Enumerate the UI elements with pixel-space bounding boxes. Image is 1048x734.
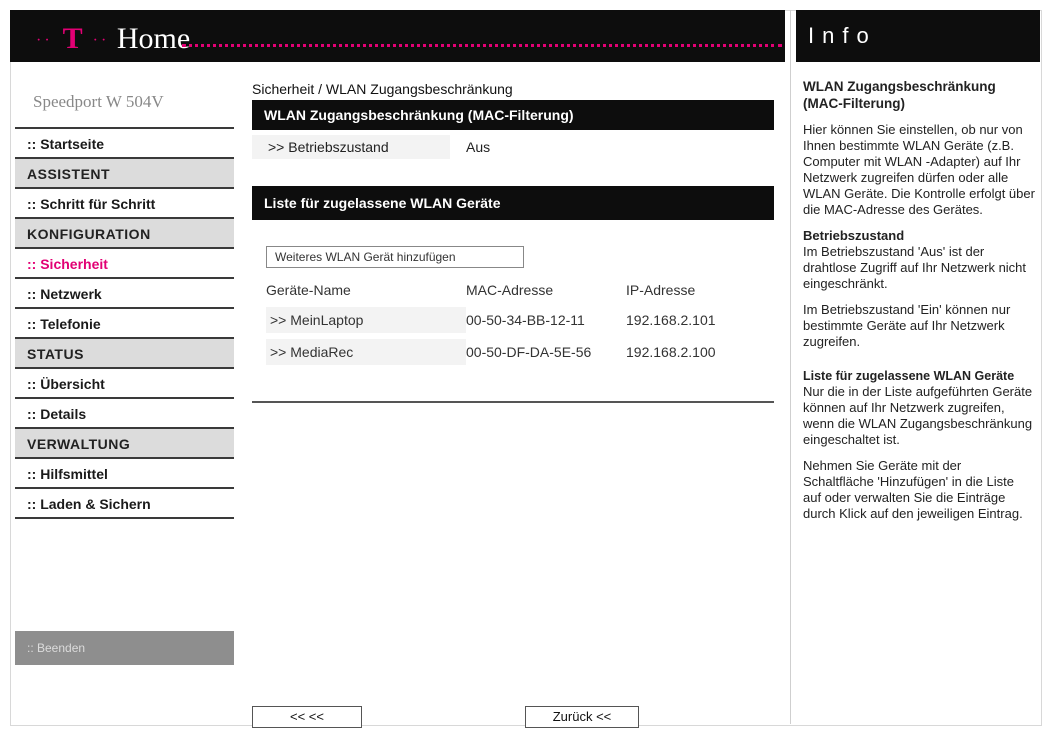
sidebar-item-schritt-für-schritt[interactable]: :: Schritt für Schritt — [15, 189, 234, 219]
content-divider — [252, 401, 774, 403]
sidebar-nav — [15, 127, 234, 519]
table-header — [266, 276, 766, 304]
column-header: MAC-Adresse — [466, 282, 554, 298]
brand[interactable] — [36, 22, 190, 56]
info-panel — [803, 78, 1035, 532]
back-button[interactable]: Zurück << — [525, 706, 639, 728]
device-ip: 192.168.2.101 — [626, 312, 716, 328]
device-mac: 00-50-DF-DA-5E-56 — [466, 344, 592, 360]
column-header: Geräte-Name — [266, 282, 351, 298]
breadcrumb: Sicherheit / WLAN Zugangsbeschränkung — [252, 81, 513, 97]
sidebar-section-assistent: ASSISTENT — [15, 159, 234, 189]
table-row[interactable] — [266, 336, 766, 368]
status-label[interactable]: >> Betriebszustand — [252, 135, 450, 159]
info-paragraph: Im Betriebszustand 'Aus' ist der drahtlose Zugriff auf Ihr Netzwerk nicht eingeschränkt. — [803, 244, 1027, 291]
info-header: Info — [796, 10, 1040, 62]
device-mac: 00-50-34-BB-12-11 — [466, 312, 585, 328]
sidebar-item-laden-sichern[interactable]: :: Laden & Sichern — [15, 489, 234, 519]
info-list-heading: Liste für zugelassene WLAN Geräte — [803, 369, 1015, 383]
device-name[interactable]: >> MeinLaptop — [266, 307, 466, 333]
table-row[interactable] — [266, 304, 766, 336]
sidebar-item-hilfsmittel[interactable]: :: Hilfsmittel — [15, 459, 234, 489]
sidebar-item-telefonie[interactable]: :: Telefonie — [15, 309, 234, 339]
device-ip: 192.168.2.100 — [626, 344, 716, 360]
header-dotted-line — [182, 44, 782, 47]
device-model: Speedport W 504V — [33, 92, 164, 111]
info-paragraph: Im Betriebszustand 'Ein' können nur bestimmte Geräte auf Ihr Netzwerk zugreifen. — [803, 302, 1011, 349]
sidebar-section-verwaltung: VERWALTUNG — [15, 429, 234, 459]
info-paragraph: Nur die in der Liste aufgeführten Geräte können auf Ihr Netzwerk zugreifen, wenn die WLAN Zugangsbeschränkung eingeschaltet ist. — [803, 384, 1033, 447]
device-table — [266, 276, 766, 368]
section-title-mac-filter: WLAN Zugangsbeschränkung (MAC-Filterung) — [252, 100, 774, 130]
brand-dots: ·· — [36, 32, 53, 50]
status-row[interactable] — [252, 130, 774, 164]
info-paragraph: Nehmen Sie Geräte mit der Schaltfläche 'Hinzufügen' in die Liste auf oder verwalten Sie die Einträge durch Klick auf den jeweiligen Eintrag. — [803, 458, 1023, 521]
section-title-device-list: Liste für zugelassene WLAN Geräte — [252, 186, 774, 220]
add-device-button[interactable]: Weiteres WLAN Gerät hinzufügen — [266, 246, 524, 268]
brand-title: Home — [116, 22, 191, 55]
column-header: IP-Adresse — [626, 282, 696, 298]
telekom-logo-icon: T — [62, 22, 83, 55]
info-status-heading: Betriebszustand — [803, 228, 905, 243]
sidebar-item-startseite[interactable]: :: Startseite — [15, 127, 234, 159]
sidebar-item-sicherheit[interactable]: :: Sicherheit — [15, 249, 234, 279]
device-name[interactable]: >> MediaRec — [266, 339, 466, 365]
main-content — [252, 78, 774, 360]
sidebar-item-details[interactable]: :: Details — [15, 399, 234, 429]
brand-dots-2: ·· — [92, 32, 110, 50]
prev-button[interactable]: << << — [252, 706, 362, 728]
sidebar-item-netzwerk[interactable]: :: Netzwerk — [15, 279, 234, 309]
header-bar — [10, 10, 785, 62]
status-value: Aus — [466, 139, 491, 155]
panel-divider — [790, 10, 791, 724]
info-title: WLAN Zugangsbeschränkung (MAC-Filterung) — [803, 79, 996, 111]
sidebar-item-übersicht[interactable]: :: Übersicht — [15, 369, 234, 399]
sidebar-section-status: STATUS — [15, 339, 234, 369]
info-paragraph: Hier können Sie einstellen, ob nur von Ihnen bestimmte WLAN Geräte (z.B. Computer mit WLAN -Adapter) auf Ihr Netzwerk zugreifen dürfen oder alle WLAN Geräte. Die Kontrolle erfolgt über die MAC-Adresse des Gerätes. — [803, 122, 1035, 217]
info-subheading — [803, 228, 1035, 244]
sidebar-section-konfiguration: KONFIGURATION — [15, 219, 234, 249]
beenden-button[interactable]: :: Beenden — [15, 631, 234, 665]
